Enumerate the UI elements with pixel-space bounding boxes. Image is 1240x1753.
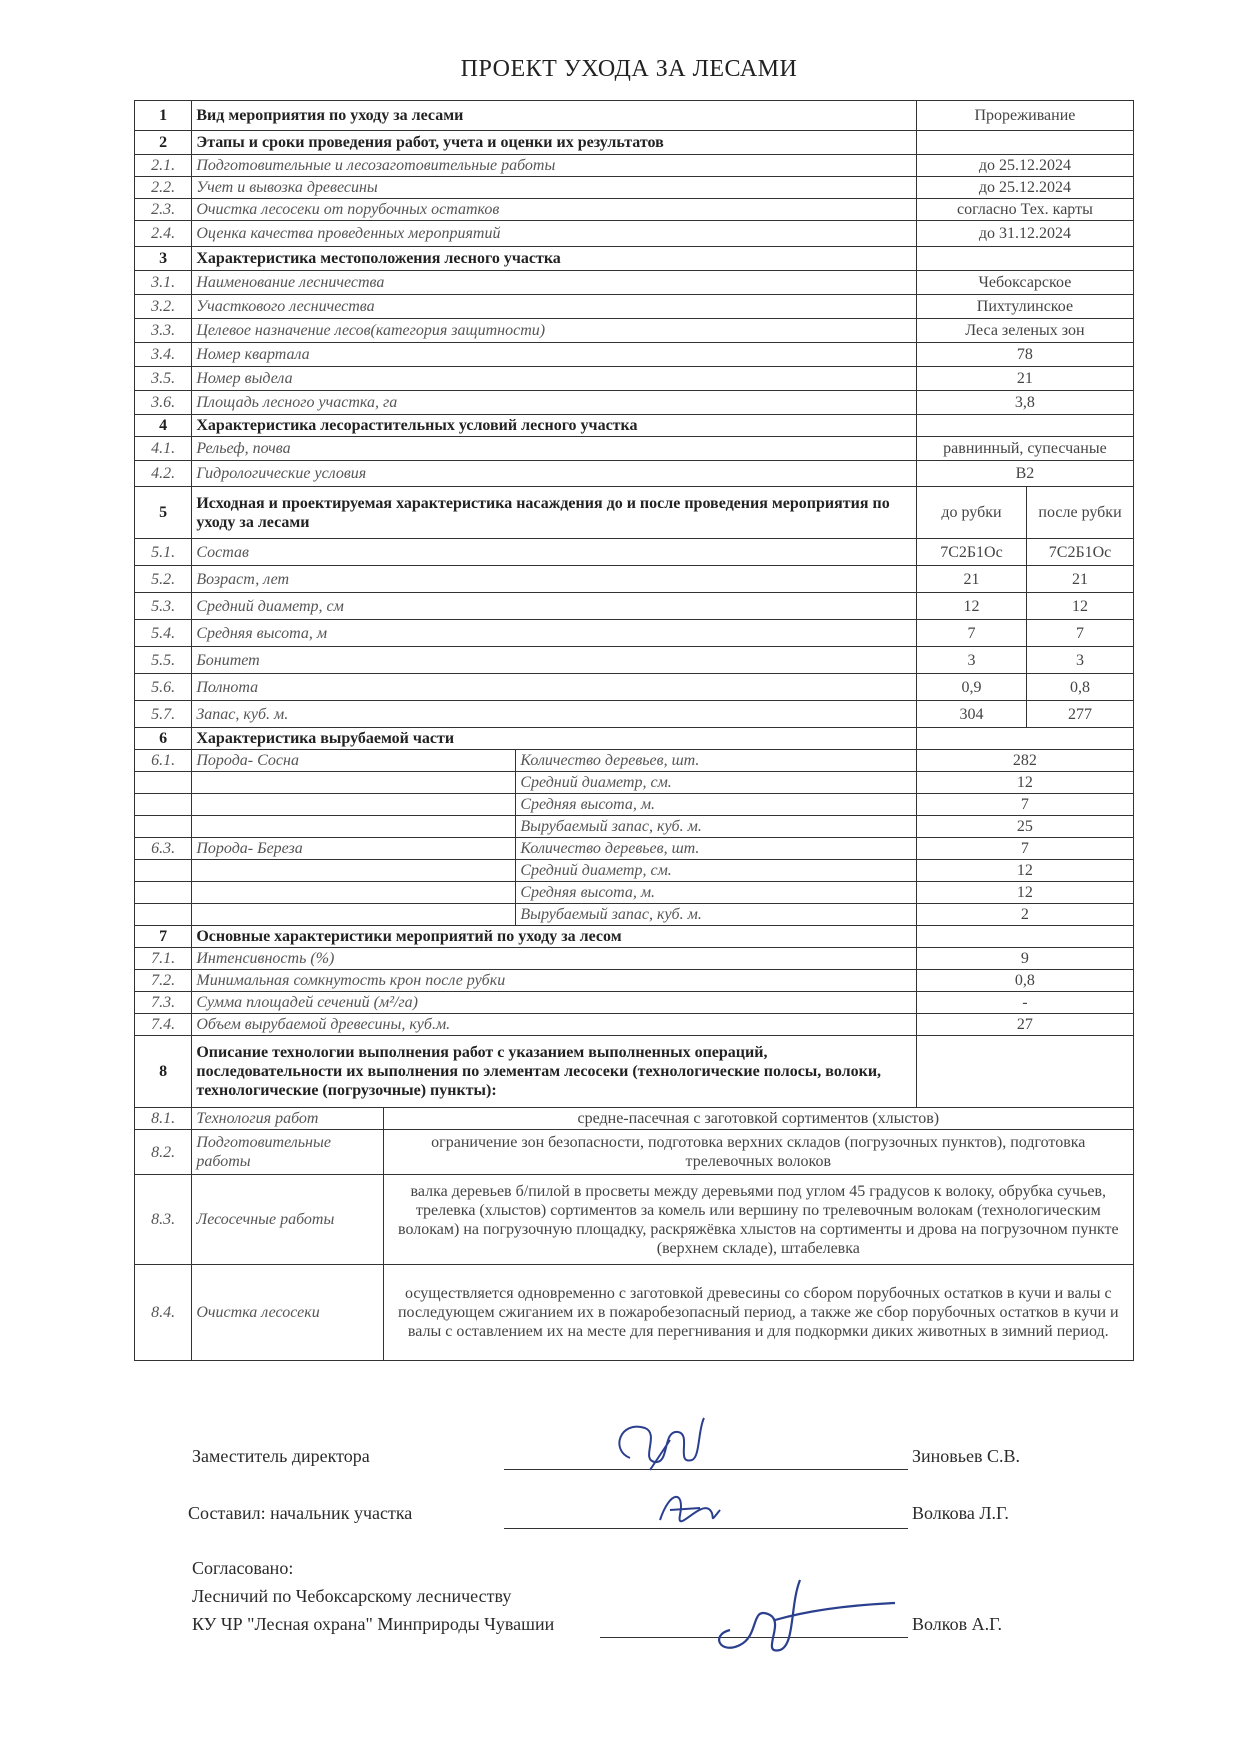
row-number: 7.4. bbox=[135, 1014, 192, 1036]
row-number: 8.4. bbox=[135, 1265, 192, 1361]
row-value: - bbox=[916, 992, 1133, 1014]
row-number: 3.6. bbox=[135, 391, 192, 415]
row-number: 3.3. bbox=[135, 319, 192, 343]
row-value: до 31.12.2024 bbox=[916, 221, 1133, 247]
section-number: 5 bbox=[135, 487, 192, 539]
table-row bbox=[135, 593, 1134, 620]
empty-cell bbox=[135, 860, 192, 882]
table-row bbox=[135, 794, 1134, 816]
value-after: 7С2Б1Ос bbox=[1027, 539, 1134, 566]
empty-cell bbox=[916, 728, 1133, 750]
forester-signature-icon bbox=[700, 1575, 900, 1670]
table-row bbox=[135, 177, 1134, 199]
forester-name: Волков А.Г. bbox=[912, 1614, 1002, 1634]
row-value: средне-пасечная с заготовкой сортиментов (хлыстов) bbox=[383, 1108, 1133, 1130]
row-value: 0,8 bbox=[916, 970, 1133, 992]
row-number: 5.7. bbox=[135, 701, 192, 728]
row-value: 7 bbox=[916, 838, 1133, 860]
row-label: Средний диаметр, см bbox=[192, 593, 916, 620]
section-number: 2 bbox=[135, 131, 192, 155]
row-label: Площадь лесного участка, га bbox=[192, 391, 916, 415]
row-number: 7.2. bbox=[135, 970, 192, 992]
section-header-row bbox=[135, 415, 1134, 437]
value-after: 12 bbox=[1027, 593, 1134, 620]
agreed-label: Согласовано: bbox=[192, 1558, 294, 1578]
deputy-signature-icon bbox=[600, 1410, 720, 1480]
value-before: 3 bbox=[916, 647, 1026, 674]
row-label: Оценка качества проведенных мероприятий bbox=[192, 221, 916, 247]
row-label: Возраст, лет bbox=[192, 566, 916, 593]
row-label: Наименование лесничества bbox=[192, 271, 916, 295]
row-number: 4.1. bbox=[135, 437, 192, 461]
row-label: Гидрологические условия bbox=[192, 461, 916, 487]
section-label: Характеристика местоположения лесного участка bbox=[192, 247, 916, 271]
section-value: Прореживание bbox=[916, 101, 1133, 131]
table-row bbox=[135, 772, 1134, 794]
table-row bbox=[135, 343, 1134, 367]
row-number: 3.5. bbox=[135, 367, 192, 391]
row-number: 3.4. bbox=[135, 343, 192, 367]
empty-cell bbox=[916, 131, 1133, 155]
deputy-role: Заместитель директора bbox=[192, 1446, 370, 1466]
compiler-role: Составил: начальник участка bbox=[188, 1503, 413, 1523]
row-value: ограничение зон безопасности, подготовка верхних складов (погрузочных пунктов), подготовка трелевочных волоков bbox=[383, 1130, 1133, 1175]
section-header-row bbox=[135, 247, 1134, 271]
value-after: 21 bbox=[1027, 566, 1134, 593]
value-after: 7 bbox=[1027, 620, 1134, 647]
section-header-row bbox=[135, 728, 1134, 750]
column-after-cutting: после рубки bbox=[1027, 487, 1134, 539]
row-value: 78 bbox=[916, 343, 1133, 367]
row-value: равнинный, супесчаные bbox=[916, 437, 1133, 461]
table-row bbox=[135, 620, 1134, 647]
section-label: Характеристика лесорастительных условий лесного участка bbox=[192, 415, 916, 437]
section-number: 8 bbox=[135, 1036, 192, 1108]
section-label: Вид мероприятия по уходу за лесами bbox=[192, 101, 916, 131]
row-value: 21 bbox=[916, 367, 1133, 391]
row-number: 2.4. bbox=[135, 221, 192, 247]
empty-cell bbox=[916, 926, 1133, 948]
row-label: Вырубаемый запас, куб. м. bbox=[516, 904, 917, 926]
column-before-cutting: до рубки bbox=[916, 487, 1026, 539]
row-label: Средний диаметр, см. bbox=[516, 772, 917, 794]
row-number: 2.1. bbox=[135, 155, 192, 177]
row-label: Очистка лесосеки bbox=[192, 1265, 383, 1361]
row-number: 4.2. bbox=[135, 461, 192, 487]
table-row bbox=[135, 221, 1134, 247]
value-before: 0,9 bbox=[916, 674, 1026, 701]
section-label: Основные характеристики мероприятий по уходу за лесом bbox=[192, 926, 916, 948]
section-8-header bbox=[135, 1036, 1134, 1108]
row-number: 5.5. bbox=[135, 647, 192, 674]
row-label: Состав bbox=[192, 539, 916, 566]
section-5-header bbox=[135, 487, 1134, 539]
table-row bbox=[135, 1175, 1134, 1265]
row-value: согласно Тех. карты bbox=[916, 199, 1133, 221]
row-label: Полнота bbox=[192, 674, 916, 701]
forester-title-line1: Лесничий по Чебоксарскому лесничеству bbox=[192, 1586, 512, 1606]
row-label: Количество деревьев, шт. bbox=[516, 838, 917, 860]
table-row bbox=[135, 674, 1134, 701]
compiler-name: Волкова Л.Г. bbox=[912, 1503, 1009, 1523]
table-row bbox=[135, 367, 1134, 391]
row-value: Пихтулинское bbox=[916, 295, 1133, 319]
value-before: 12 bbox=[916, 593, 1026, 620]
value-after: 277 bbox=[1027, 701, 1134, 728]
section-number: 3 bbox=[135, 247, 192, 271]
row-value: 3,8 bbox=[916, 391, 1133, 415]
row-number: 7.1. bbox=[135, 948, 192, 970]
row-label: Лесосечные работы bbox=[192, 1175, 383, 1265]
value-before: 7 bbox=[916, 620, 1026, 647]
section-header-row bbox=[135, 926, 1134, 948]
row-value: до 25.12.2024 bbox=[916, 155, 1133, 177]
table-row bbox=[135, 838, 1134, 860]
row-value: валка деревьев б/пилой в просветы между деревьями под углом 45 градусов к волоку, обрубка сучьев, трелевка (хлыстов) сортиментов за комель или вершину по трелевочным волокам (технологическим волокам) на погрузочную площадку, раскряжёвка хлыстов на сортименты и дрова на погрузочном пункте (верхнем складе), штабелевка bbox=[383, 1175, 1133, 1265]
document-title: ПРОЕКТ УХОДА ЗА ЛЕСАМИ bbox=[460, 56, 798, 82]
table-row bbox=[135, 461, 1134, 487]
row-number: 5.1. bbox=[135, 539, 192, 566]
row-label: Учет и вывозка древесины bbox=[192, 177, 916, 199]
row-number: 5.2. bbox=[135, 566, 192, 593]
section-label: Этапы и сроки проведения работ, учета и оценки их результатов bbox=[192, 131, 916, 155]
table-row bbox=[135, 155, 1134, 177]
value-before: 7С2Б1Ос bbox=[916, 539, 1026, 566]
deputy-name: Зиновьев С.В. bbox=[912, 1446, 1020, 1466]
row-label: Интенсивность (%) bbox=[192, 948, 916, 970]
section-number: 7 bbox=[135, 926, 192, 948]
row-number: 8.3. bbox=[135, 1175, 192, 1265]
row-label: Запас, куб. м. bbox=[192, 701, 916, 728]
row-label: Средняя высота, м. bbox=[516, 794, 917, 816]
row-value: 12 bbox=[916, 860, 1133, 882]
section-label: Описание технологии выполнения работ с указанием выполненных операций, последовательности их выполнения по элементам лесосеки (технологические полосы, волоки, технологические (погрузочные) пункты): bbox=[192, 1036, 916, 1108]
row-number: 6.3. bbox=[135, 838, 192, 860]
row-value: до 25.12.2024 bbox=[916, 177, 1133, 199]
table-row bbox=[135, 319, 1134, 343]
table-row bbox=[135, 750, 1134, 772]
row-number: 8.2. bbox=[135, 1130, 192, 1175]
value-after: 3 bbox=[1027, 647, 1134, 674]
empty-cell bbox=[192, 816, 516, 838]
row-label: Средняя высота, м bbox=[192, 620, 916, 647]
table-row bbox=[135, 816, 1134, 838]
row-value: 27 bbox=[916, 1014, 1133, 1036]
row-number: 2.2. bbox=[135, 177, 192, 199]
row-label: Технология работ bbox=[192, 1108, 383, 1130]
value-before: 304 bbox=[916, 701, 1026, 728]
table-row bbox=[135, 1014, 1134, 1036]
row-value: Чебоксарское bbox=[916, 271, 1133, 295]
row-number: 5.4. bbox=[135, 620, 192, 647]
row-label: Целевое назначение лесов(категория защитности) bbox=[192, 319, 916, 343]
row-number: 3.1. bbox=[135, 271, 192, 295]
compiler-signature-icon bbox=[640, 1480, 730, 1540]
row-label: Подготовительные и лесозаготовительные работы bbox=[192, 155, 916, 177]
row-number: 3.2. bbox=[135, 295, 192, 319]
row-label: Минимальная сомкнутость крон после рубки bbox=[192, 970, 916, 992]
table-row bbox=[135, 970, 1134, 992]
row-number: 6.1. bbox=[135, 750, 192, 772]
row-label: Средняя высота, м. bbox=[516, 882, 917, 904]
table-row bbox=[135, 860, 1134, 882]
table-row bbox=[135, 271, 1134, 295]
empty-cell bbox=[192, 904, 516, 926]
empty-cell bbox=[135, 794, 192, 816]
table-row bbox=[135, 539, 1134, 566]
table-row bbox=[135, 948, 1134, 970]
row-value: 7 bbox=[916, 794, 1133, 816]
row-value: Леса зеленых зон bbox=[916, 319, 1133, 343]
section-header-row bbox=[135, 131, 1134, 155]
table-row bbox=[135, 1108, 1134, 1130]
row-value: 282 bbox=[916, 750, 1133, 772]
row-number: 5.3. bbox=[135, 593, 192, 620]
row-value: 12 bbox=[916, 772, 1133, 794]
forest-care-project-table bbox=[134, 100, 1134, 1361]
table-row bbox=[135, 1130, 1134, 1175]
row-value: B2 bbox=[916, 461, 1133, 487]
empty-cell bbox=[135, 772, 192, 794]
empty-cell bbox=[916, 1036, 1133, 1108]
empty-cell bbox=[135, 816, 192, 838]
value-before: 21 bbox=[916, 566, 1026, 593]
forester-title-line2: КУ ЧР "Лесная охрана" Минприроды Чувашии bbox=[192, 1614, 555, 1634]
section-header-row bbox=[135, 101, 1134, 131]
table-row bbox=[135, 391, 1134, 415]
table-row bbox=[135, 437, 1134, 461]
empty-cell bbox=[192, 860, 516, 882]
section-label: Исходная и проектируемая характеристика насаждения до и после проведения мероприятия по уходу за лесами bbox=[192, 487, 916, 539]
row-label: Средний диаметр, см. bbox=[516, 860, 917, 882]
row-value: 12 bbox=[916, 882, 1133, 904]
table-row bbox=[135, 566, 1134, 593]
value-after: 0,8 bbox=[1027, 674, 1134, 701]
species-name: Порода- Береза bbox=[192, 838, 516, 860]
row-number: 8.1. bbox=[135, 1108, 192, 1130]
row-label: Объем вырубаемой древесины, куб.м. bbox=[192, 1014, 916, 1036]
row-label: Количество деревьев, шт. bbox=[516, 750, 917, 772]
row-number: 2.3. bbox=[135, 199, 192, 221]
row-label: Очистка лесосеки от порубочных остатков bbox=[192, 199, 916, 221]
row-label: Участкового лесничества bbox=[192, 295, 916, 319]
species-name: Порода- Сосна bbox=[192, 750, 516, 772]
table-row bbox=[135, 199, 1134, 221]
section-number: 1 bbox=[135, 101, 192, 131]
table-row bbox=[135, 647, 1134, 674]
empty-cell bbox=[916, 415, 1133, 437]
table-row bbox=[135, 1265, 1134, 1361]
row-label: Номер выдела bbox=[192, 367, 916, 391]
section-number: 4 bbox=[135, 415, 192, 437]
table-row bbox=[135, 701, 1134, 728]
row-value: осуществляется одновременно с заготовкой древесины со сбором порубочных остатков в кучи и валы с последующем сжиганием их в пожаробезопасный период, а также же сбор порубочных остатков в кучи и валы с оставлением их на месте для перегнивания и для подкормки диких животных в зимний период. bbox=[383, 1265, 1133, 1361]
row-label: Рельеф, почва bbox=[192, 437, 916, 461]
table-row bbox=[135, 295, 1134, 319]
row-label: Бонитет bbox=[192, 647, 916, 674]
row-number: 7.3. bbox=[135, 992, 192, 1014]
row-label: Сумма площадей сечений (м²/га) bbox=[192, 992, 916, 1014]
section-label: Характеристика вырубаемой части bbox=[192, 728, 916, 750]
table-row bbox=[135, 904, 1134, 926]
empty-cell bbox=[916, 247, 1133, 271]
empty-cell bbox=[135, 882, 192, 904]
row-label: Номер квартала bbox=[192, 343, 916, 367]
section-number: 6 bbox=[135, 728, 192, 750]
row-value: 25 bbox=[916, 816, 1133, 838]
table-row bbox=[135, 882, 1134, 904]
row-number: 5.6. bbox=[135, 674, 192, 701]
row-label: Подготовительные работы bbox=[192, 1130, 383, 1175]
empty-cell bbox=[192, 772, 516, 794]
empty-cell bbox=[135, 904, 192, 926]
row-label: Вырубаемый запас, куб. м. bbox=[516, 816, 917, 838]
row-value: 2 bbox=[916, 904, 1133, 926]
row-value: 9 bbox=[916, 948, 1133, 970]
empty-cell bbox=[192, 794, 516, 816]
table-row bbox=[135, 992, 1134, 1014]
empty-cell bbox=[192, 882, 516, 904]
